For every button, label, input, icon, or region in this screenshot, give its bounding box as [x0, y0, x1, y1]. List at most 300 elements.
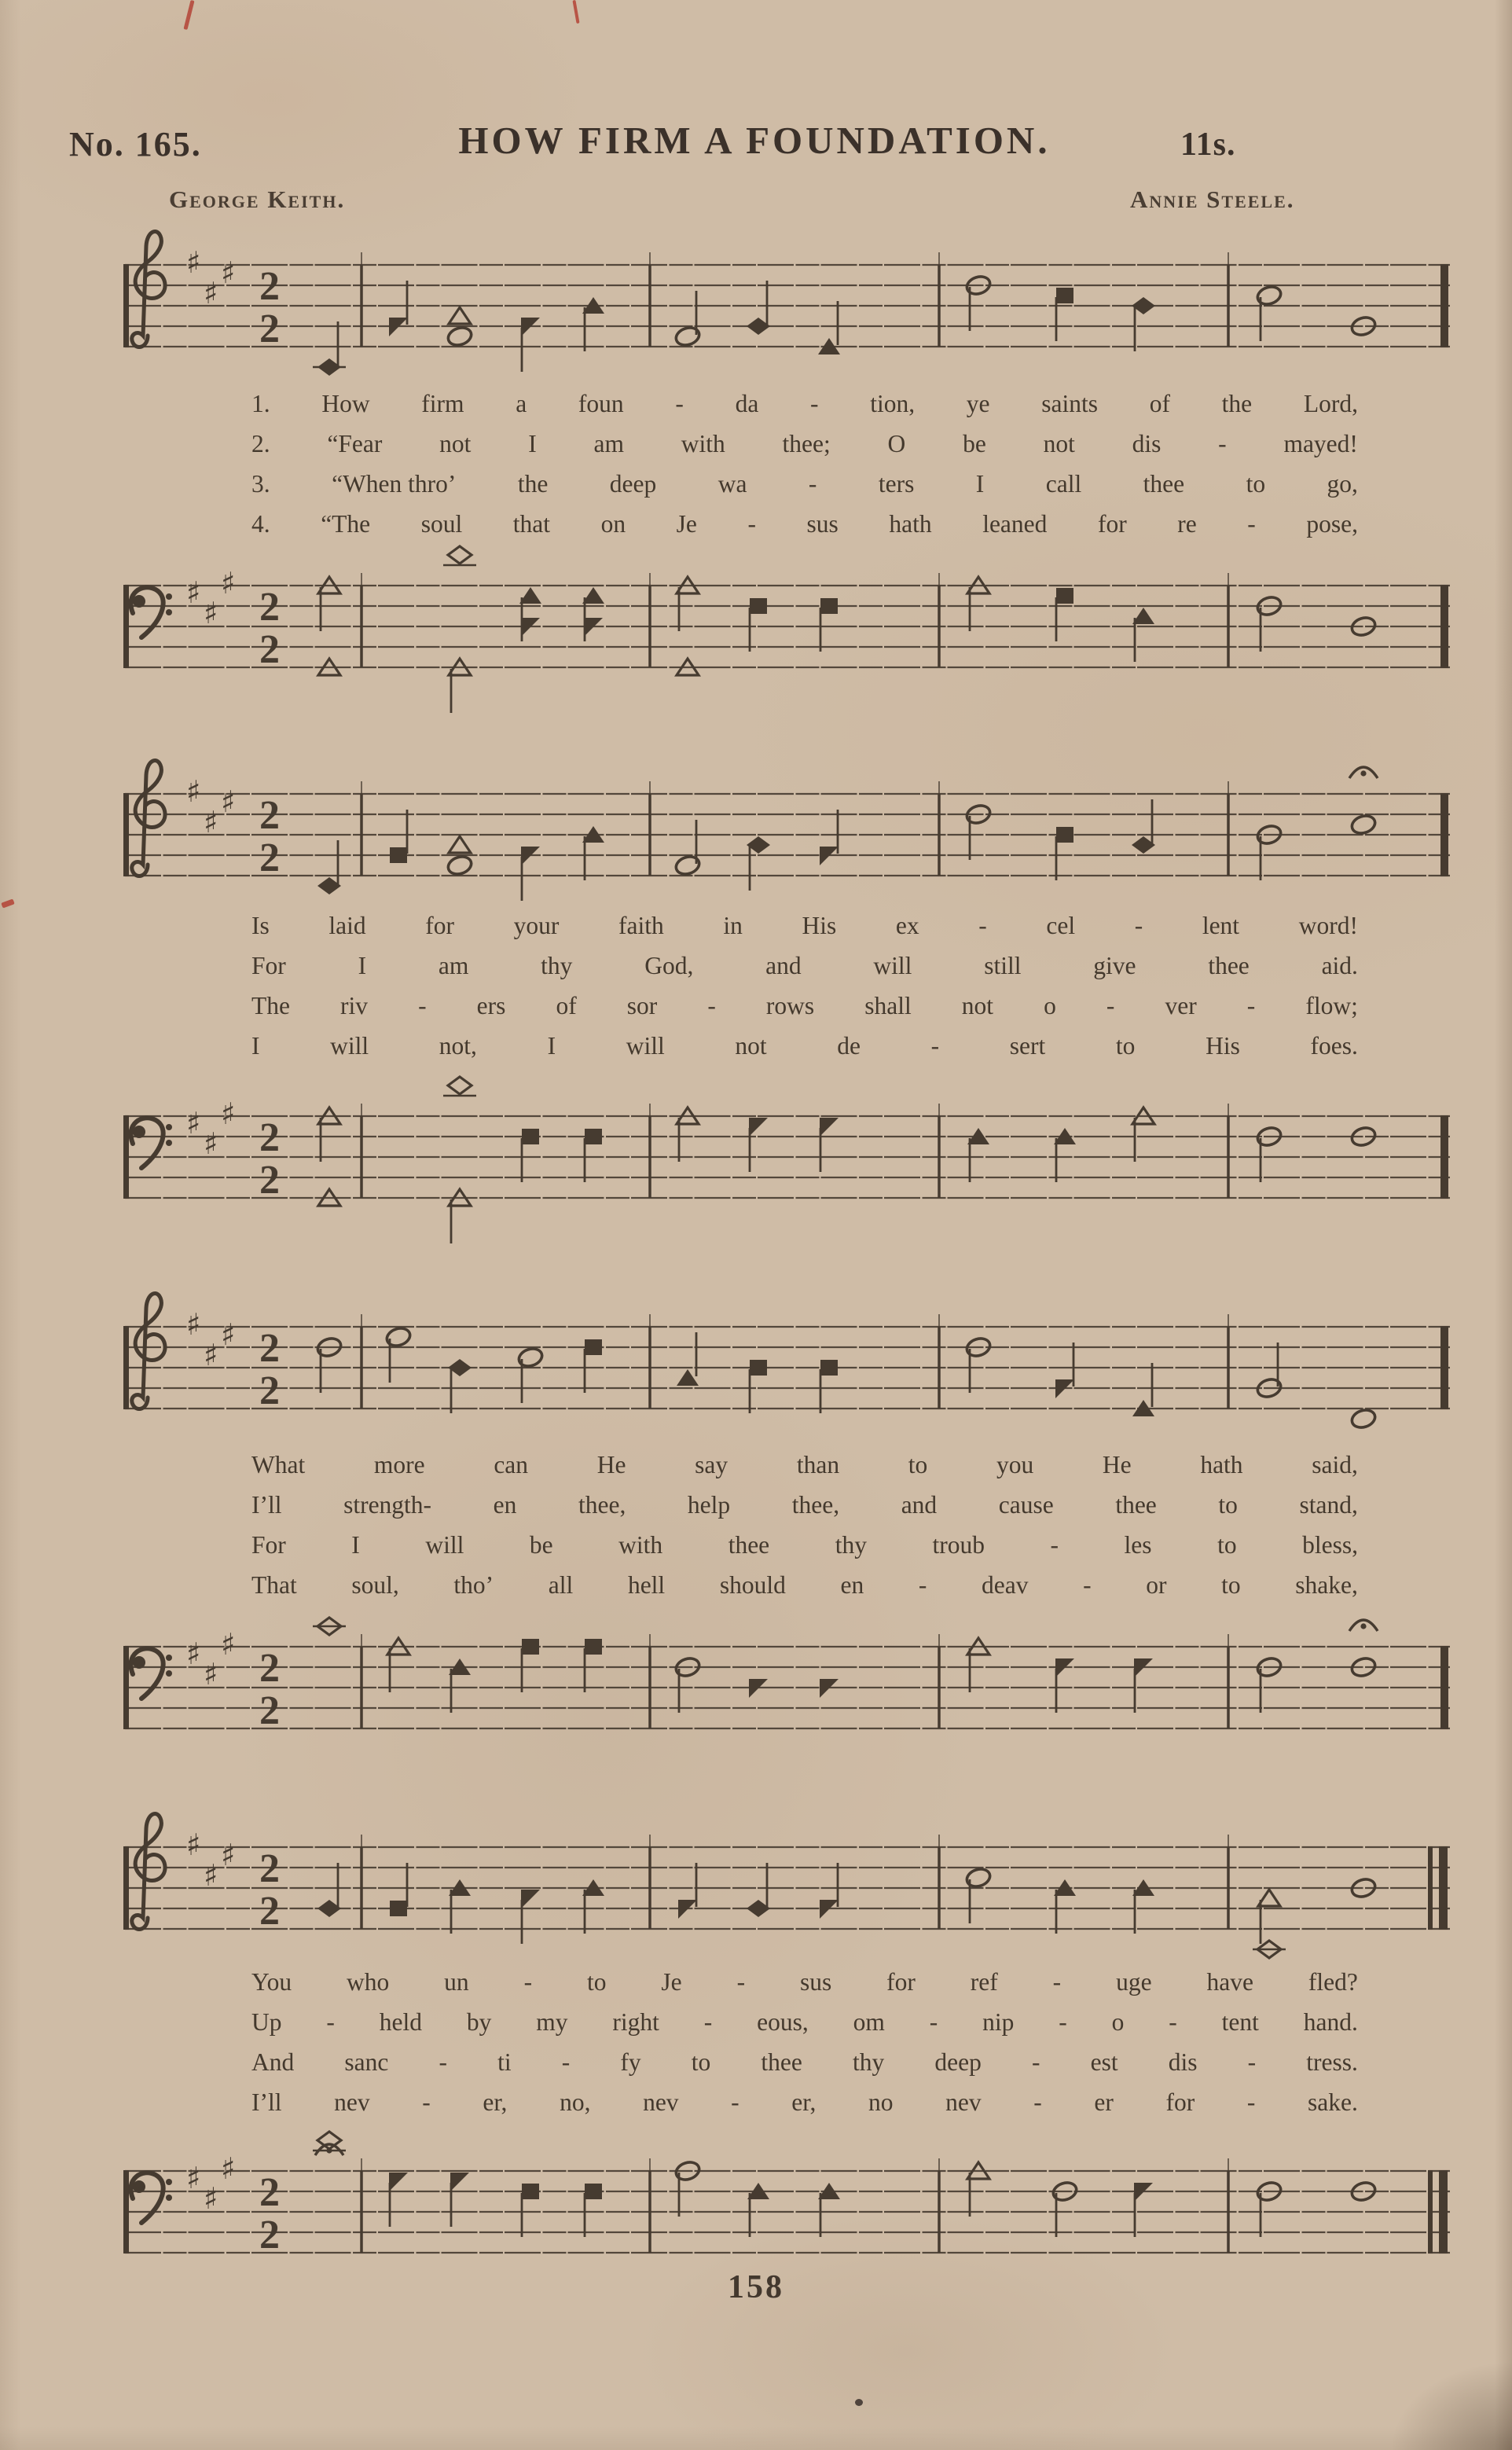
lyric-token: eous, — [757, 2008, 809, 2036]
shape-note — [585, 1129, 602, 1144]
lyric-token: bless, — [1302, 1531, 1358, 1559]
lyric-token: - — [1050, 1531, 1059, 1559]
hymn-number: No. 165. — [69, 125, 202, 163]
systemic-barline — [123, 1115, 129, 1199]
lyric-token: dis — [1168, 2048, 1198, 2076]
lyric-token: sanc — [344, 2048, 389, 2076]
time-sig-bottom: 2 — [259, 1688, 280, 1733]
lyric-token: shall — [864, 992, 912, 1019]
lyric-token: For — [251, 952, 286, 979]
lyric-token: 3. — [251, 470, 270, 498]
lyric-token: to — [691, 2048, 711, 2076]
lyric-token: that — [512, 510, 551, 538]
time-sig-bottom: 2 — [259, 1158, 280, 1203]
lyric-line — [251, 912, 1358, 952]
lyric-token: tress. — [1306, 2048, 1358, 2076]
lyric-token: aid. — [1321, 952, 1358, 979]
lyric-token: thee — [1208, 952, 1250, 979]
bass-staff — [122, 538, 1458, 721]
lyric-token: cause — [998, 1491, 1054, 1519]
treble-staff — [122, 1800, 1458, 1982]
sharp-icon: ♯ — [204, 2181, 218, 2216]
shape-note — [749, 1118, 768, 1137]
lyric-token: right — [612, 2008, 659, 2036]
lyric-token: call — [1045, 470, 1082, 498]
lyric-token: thy — [835, 1531, 867, 1559]
lyric-token: - — [1134, 912, 1143, 939]
lyric-token: foes. — [1310, 1032, 1358, 1060]
shape-note — [389, 2173, 408, 2191]
lyric-token: than — [796, 1451, 840, 1478]
fermata-dot — [1360, 1623, 1366, 1629]
lyric-token: ex — [895, 912, 919, 939]
lyric-token: - — [1106, 992, 1115, 1019]
lyric-token: I’ll — [251, 2088, 282, 2116]
lyric-token: - — [1059, 2008, 1067, 2036]
sharp-icon: ♯ — [204, 276, 218, 310]
lyric-token: er, — [791, 2088, 817, 2116]
lyric-token: The — [251, 992, 290, 1019]
lyric-token: all — [548, 1571, 574, 1599]
lyric-token: hath — [889, 510, 932, 538]
lyric-token: saints — [1041, 390, 1098, 417]
fermata-dot — [326, 2147, 332, 2153]
shape-note — [1056, 827, 1073, 843]
time-sig-top: 2 — [259, 585, 280, 630]
lyric-token: - — [1247, 510, 1256, 538]
page-number: 158 — [728, 2269, 784, 2305]
ink-spot — [855, 2399, 863, 2406]
lyric-token: - — [929, 2008, 938, 2036]
shape-note — [522, 2184, 539, 2199]
lyric-line — [251, 2088, 1358, 2129]
sharp-icon: ♯ — [186, 575, 201, 610]
lyric-line — [251, 2048, 1358, 2088]
shape-note — [678, 1900, 697, 1919]
lyric-token: to — [1217, 1531, 1237, 1559]
shape-note — [390, 1901, 407, 1916]
lyric-token: sert — [1009, 1032, 1046, 1060]
lyric-token: You — [251, 1968, 292, 1996]
shape-note — [585, 1639, 602, 1655]
lyric-token: you — [996, 1451, 1034, 1478]
lyric-token: hell — [627, 1571, 666, 1599]
lyric-token: to — [1246, 470, 1266, 498]
lyricist-name: George Keith. — [169, 185, 346, 213]
lyric-token: word! — [1298, 912, 1358, 939]
lyric-token: - — [918, 1571, 927, 1599]
lyric-token: 4. — [251, 510, 270, 538]
lyric-token: troub — [932, 1531, 985, 1559]
lyric-token: - — [810, 390, 819, 417]
lyric-token: firm — [421, 390, 464, 417]
systemic-barline — [123, 793, 129, 876]
systemic-barline — [123, 1846, 129, 1930]
shape-note — [449, 307, 471, 324]
lyric-token: am — [438, 952, 469, 979]
lyric-token: should — [719, 1571, 786, 1599]
lyric-token: ye — [966, 390, 990, 417]
lyric-token: on — [600, 510, 626, 538]
lyric-token: ref — [970, 1968, 998, 1996]
lyric-token: en — [840, 1571, 864, 1599]
sharp-icon: ♯ — [221, 1838, 236, 1872]
lyric-token: not — [1043, 430, 1075, 457]
lyric-token: your — [513, 912, 560, 939]
lyric-token: nev — [945, 2088, 982, 2116]
lyric-token: deep — [934, 2048, 982, 2076]
lyric-token: for — [1097, 510, 1127, 538]
lyric-token: have — [1206, 1968, 1253, 1996]
lyric-token: held — [379, 2008, 422, 2036]
lyric-block — [251, 1968, 1358, 2129]
time-sig-bottom: 2 — [259, 2213, 280, 2257]
final-barline — [1428, 1846, 1433, 1930]
shape-note — [820, 1360, 838, 1376]
lyric-token: “Fear — [327, 430, 383, 457]
lyric-token: uge — [1116, 1968, 1152, 1996]
lyric-token: not, — [439, 1032, 477, 1060]
systemic-barline — [123, 2170, 129, 2253]
sharp-icon: ♯ — [221, 566, 236, 601]
lyric-token: in — [723, 912, 743, 939]
lyric-token: and — [765, 952, 802, 979]
shape-note — [449, 836, 471, 853]
end-barline — [1440, 793, 1448, 876]
bass-clef-dot — [166, 2179, 172, 2185]
lyric-token: with — [681, 430, 725, 457]
sharp-icon: ♯ — [221, 255, 236, 290]
time-sig-top: 2 — [259, 1846, 280, 1891]
lyric-token: no, — [560, 2088, 591, 2116]
lyric-token: will — [330, 1032, 369, 1060]
lyric-token: - — [439, 2048, 447, 2076]
composer-name: Annie Steele. — [1130, 185, 1295, 213]
end-barline — [1440, 1326, 1448, 1409]
lyric-token: And — [251, 2048, 295, 2076]
lyric-line — [251, 1032, 1358, 1072]
sharp-icon: ♯ — [221, 2151, 236, 2186]
lyric-token: for — [425, 912, 454, 939]
lyric-token: soul — [420, 510, 463, 538]
shape-note — [521, 1890, 540, 1908]
lyric-token: da — [735, 390, 759, 417]
time-sig-bottom: 2 — [259, 627, 280, 672]
treble-staff — [122, 747, 1458, 929]
bass-clef-curve — [130, 2173, 163, 2223]
lyric-token: “The — [321, 510, 371, 538]
lyric-token: om — [853, 2008, 885, 2036]
lyric-token: am — [593, 430, 624, 457]
sharp-icon: ♯ — [186, 2161, 201, 2195]
lyric-token: Up — [251, 2008, 282, 2036]
sharp-icon: ♯ — [204, 805, 218, 839]
bass-staff — [122, 1600, 1458, 1782]
bass-clef-dot — [166, 1670, 172, 1677]
lyric-token: more — [373, 1451, 425, 1478]
lyric-token: faith — [618, 912, 664, 939]
lyric-token: with — [618, 1531, 663, 1559]
staff-content — [123, 1618, 1450, 1733]
lyric-line — [251, 952, 1358, 992]
lyric-token: the — [517, 470, 549, 498]
lyric-token: pose, — [1306, 510, 1358, 538]
lyric-token: - — [1246, 2088, 1256, 2116]
final-barline — [1439, 1846, 1448, 1930]
lyric-token: - — [1218, 430, 1227, 457]
lyric-line — [251, 390, 1358, 430]
lyric-token: est — [1090, 2048, 1118, 2076]
time-sig-top: 2 — [259, 2170, 280, 2215]
bass-clef-dot — [166, 2195, 172, 2201]
lyric-token: His — [1206, 1032, 1240, 1060]
lyric-token: laid — [328, 912, 366, 939]
hymn-meter: 11s. — [1180, 127, 1236, 163]
lyric-token: will — [425, 1531, 464, 1559]
lyric-token: - — [747, 510, 756, 538]
shape-note — [448, 1077, 472, 1094]
lyric-token: sor — [626, 992, 658, 1019]
lyric-token: thee; — [782, 430, 831, 457]
systemic-barline — [123, 1646, 129, 1729]
staff-content — [123, 231, 1450, 376]
time-sig-top: 2 — [259, 793, 280, 838]
lyric-token: er — [1094, 2088, 1114, 2116]
lyric-line — [251, 1491, 1358, 1531]
lyric-token: mayed! — [1283, 430, 1358, 457]
end-barline — [1440, 1115, 1448, 1199]
sharp-icon: ♯ — [221, 784, 236, 819]
lyric-token: hand. — [1303, 2008, 1358, 2036]
lyric-token: - — [1052, 1968, 1062, 1996]
sharp-icon: ♯ — [204, 1126, 218, 1161]
end-barline — [1440, 1646, 1448, 1729]
shape-note — [1349, 1407, 1377, 1430]
systemic-barline — [123, 1326, 129, 1409]
lyric-token: leaned — [982, 510, 1048, 538]
lyric-token: of — [556, 992, 577, 1019]
staff-content — [123, 1293, 1450, 1430]
lyric-token: thee — [728, 1531, 770, 1559]
lyric-token: by — [466, 2008, 492, 2036]
lyric-token: no — [868, 2088, 894, 2116]
lyric-token: God, — [644, 952, 694, 979]
sharp-icon: ♯ — [221, 1096, 236, 1131]
lyric-token: 1. — [251, 390, 270, 417]
lyric-token: ers — [476, 992, 506, 1019]
lyric-token: rows — [765, 992, 815, 1019]
shape-note — [820, 598, 838, 614]
lyric-token: Je — [676, 510, 697, 538]
lyric-line — [251, 2008, 1358, 2048]
lyric-token: hath — [1200, 1451, 1243, 1478]
sharp-icon: ♯ — [221, 1627, 236, 1662]
lyric-token: say — [695, 1451, 728, 1478]
lyric-token: - — [1247, 2048, 1257, 2076]
lyric-token: I — [251, 1032, 260, 1060]
lyric-token: He — [1102, 1451, 1132, 1478]
lyric-token: thee, — [791, 1491, 840, 1519]
staff-content — [123, 546, 1450, 713]
lyric-token: flow; — [1305, 992, 1358, 1019]
bass-clef-dot — [166, 609, 172, 615]
lyric-token: un — [444, 1968, 469, 1996]
lyric-line — [251, 992, 1358, 1032]
fermata-dot — [1360, 770, 1366, 776]
lyric-token: tho’ — [453, 1571, 494, 1599]
staff-content — [123, 1077, 1450, 1243]
shape-note — [522, 1129, 539, 1144]
lyric-token: and — [901, 1491, 938, 1519]
end-barline — [1440, 264, 1448, 347]
staff-content — [123, 1813, 1450, 1958]
lyric-token: thy — [852, 2048, 885, 2076]
lyric-token: “When thro’ — [332, 470, 457, 498]
lyric-token: or — [1146, 1571, 1167, 1599]
lyric-token: stand, — [1299, 1491, 1358, 1519]
time-sig-top: 2 — [259, 264, 280, 309]
lyric-token: I — [528, 430, 537, 457]
bass-clef-icon — [133, 1126, 145, 1138]
lyric-token: fy — [620, 2048, 641, 2076]
lyric-token: les — [1124, 1531, 1152, 1559]
shape-note — [1349, 813, 1377, 836]
lyric-token: fled? — [1308, 1968, 1358, 1996]
lyric-token: I’ll — [251, 1491, 282, 1519]
lyric-token: give — [1093, 952, 1136, 979]
lyric-token: What — [251, 1451, 306, 1478]
shape-note — [448, 546, 472, 564]
lyric-token: sus — [806, 510, 839, 538]
sharp-icon: ♯ — [186, 1636, 201, 1671]
lyric-token: re — [1177, 510, 1197, 538]
lyric-token: How — [321, 390, 370, 417]
lyric-block — [251, 912, 1358, 1072]
lyric-token: will — [626, 1032, 665, 1060]
lyric-token: o — [1111, 2008, 1125, 2036]
lyric-token: the — [1221, 390, 1253, 417]
hymn-title: HOW FIRM A FOUNDATION. — [458, 119, 1051, 162]
shape-note — [585, 2184, 602, 2199]
lyric-token: to — [908, 1451, 928, 1478]
lyric-token: tent — [1221, 2008, 1259, 2036]
bass-clef-icon — [133, 1656, 145, 1669]
lyric-token: That — [251, 1571, 297, 1599]
lyric-token: my — [536, 2008, 568, 2036]
lyric-line — [251, 1531, 1358, 1571]
lyric-token: thee, — [578, 1491, 626, 1519]
lyric-token: be — [963, 430, 986, 457]
lyric-token: - — [978, 912, 987, 939]
shape-note — [1056, 288, 1073, 303]
lyric-token: - — [1033, 2088, 1042, 2116]
lyric-token: nip — [982, 2008, 1015, 2036]
lyric-token: deav — [982, 1571, 1029, 1599]
shape-note — [446, 325, 473, 347]
lyric-token: wa — [717, 470, 747, 498]
time-sig-top: 2 — [259, 1115, 280, 1160]
lyric-token: strength- — [343, 1491, 432, 1519]
lyric-token: thee — [1115, 1491, 1157, 1519]
lyric-line — [251, 1451, 1358, 1491]
lyric-token: ti — [497, 2048, 512, 2076]
shape-note — [820, 1118, 839, 1137]
lyric-token: ver — [1165, 992, 1197, 1019]
bass-clef-curve — [130, 587, 163, 637]
lyric-token: Is — [251, 912, 270, 939]
sharp-icon: ♯ — [204, 596, 218, 630]
time-sig-bottom: 2 — [259, 1889, 280, 1934]
shape-note — [390, 847, 407, 863]
lyric-token: sake. — [1307, 2088, 1358, 2116]
sharp-icon: ♯ — [204, 1657, 218, 1691]
bass-clef-icon — [133, 595, 145, 608]
lyric-token: lent — [1202, 912, 1240, 939]
end-barline — [1440, 585, 1448, 668]
lyric-token: - — [731, 2088, 739, 2116]
time-sig-top: 2 — [259, 1326, 280, 1371]
lyric-token: I — [975, 470, 985, 498]
hymn-header — [0, 118, 1512, 181]
lyric-token: Lord, — [1303, 390, 1358, 417]
lyric-token: not — [735, 1032, 767, 1060]
bass-clef-icon — [133, 2180, 145, 2193]
shape-note — [522, 1639, 539, 1655]
treble-clef-icon — [132, 1813, 165, 1929]
lyric-token: - — [808, 470, 817, 498]
lyric-token: nev — [334, 2088, 370, 2116]
lyric-token: en — [493, 1491, 517, 1519]
bass-clef-dot — [166, 1124, 172, 1130]
lyric-token: said, — [1312, 1451, 1358, 1478]
treble-staff — [122, 1280, 1458, 1462]
systemic-barline — [123, 264, 129, 347]
lyric-token: dis — [1132, 430, 1162, 457]
shape-note — [1056, 588, 1073, 604]
lyric-token: O — [887, 430, 906, 457]
time-sig-bottom: 2 — [259, 307, 280, 351]
lyric-token: still — [984, 952, 1022, 979]
bass-clef-dot — [166, 1140, 172, 1146]
lyric-token: tion, — [870, 390, 916, 417]
sharp-icon: ♯ — [186, 1827, 201, 1862]
sharp-icon: ♯ — [221, 1317, 236, 1352]
lyric-token: for — [1165, 2088, 1195, 2116]
lyric-token: a — [516, 390, 527, 417]
lyric-token: - — [523, 1968, 533, 1996]
lyric-token: help — [687, 1491, 731, 1519]
lyric-token: of — [1149, 390, 1170, 417]
sharp-icon: ♯ — [186, 1106, 201, 1141]
staff-content — [123, 2132, 1450, 2257]
shape-note — [446, 854, 473, 876]
lyric-token: thee — [761, 2048, 802, 2076]
shape-note — [750, 1360, 767, 1376]
sharp-icon: ♯ — [186, 1307, 201, 1342]
lyric-token: o — [1044, 992, 1056, 1019]
lyric-token: For — [251, 1531, 286, 1559]
sharp-icon: ♯ — [186, 774, 201, 809]
lyric-token: I — [358, 952, 367, 979]
systemic-barline — [123, 585, 129, 668]
treble-clef-icon — [132, 760, 165, 876]
lyric-token: to — [586, 1968, 607, 1996]
lyric-token: foun — [578, 390, 624, 417]
lyric-line — [251, 470, 1358, 510]
lyric-token: go, — [1327, 470, 1358, 498]
lyric-token: will — [873, 952, 912, 979]
lyric-token: de — [837, 1032, 861, 1060]
